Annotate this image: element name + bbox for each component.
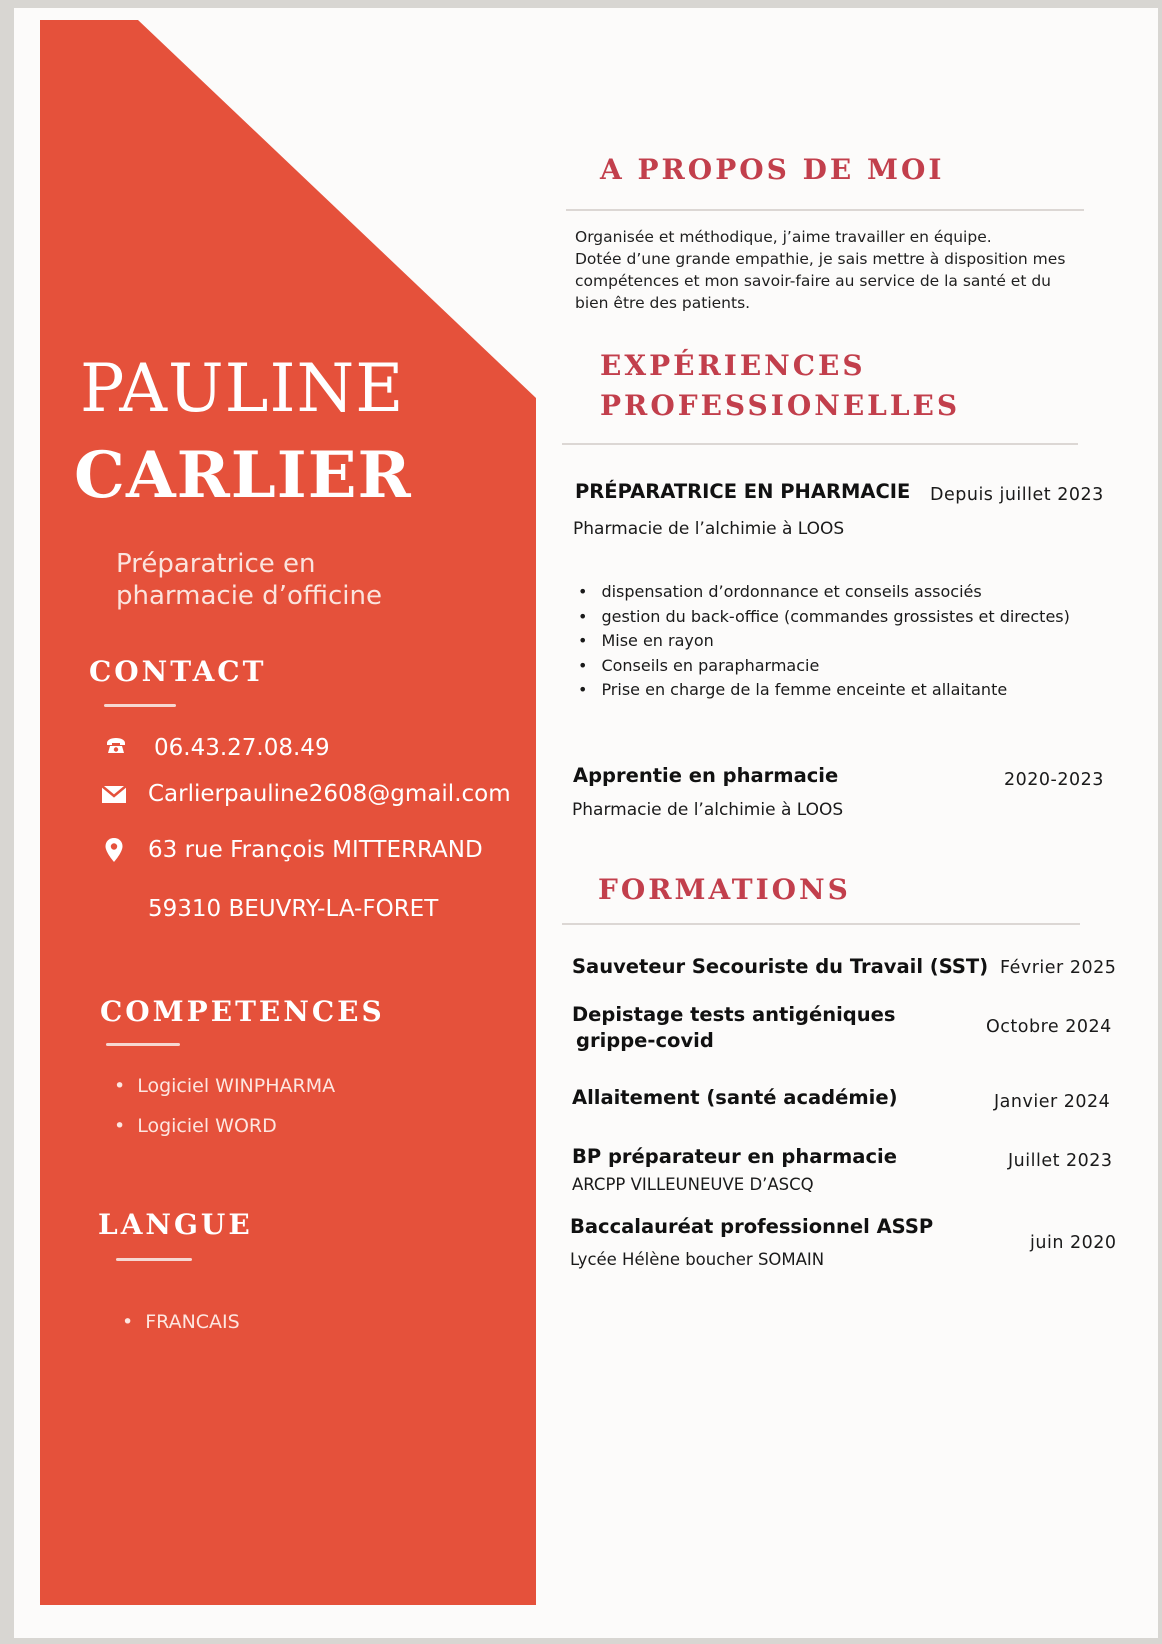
formation-school: Lycée Hélène boucher SOMAIN <box>570 1250 825 1269</box>
job-task: • Prise en charge de la femme enceinte et allaitante <box>578 678 1070 703</box>
formations-divider <box>562 923 1080 925</box>
phone-number[interactable]: 06.43.27.08.49 <box>154 734 330 761</box>
contact-heading: CONTACT <box>89 655 267 688</box>
formation-date: Février 2025 <box>1000 958 1117 978</box>
about-line: Organisée et méthodique, j’aime travailler en équipe. <box>575 228 992 246</box>
address-line1: 63 rue François MITTERRAND <box>148 836 483 863</box>
formation-title: Sauveteur Secouriste du Travail (SST) <box>572 955 989 978</box>
job-task: • Mise en rayon <box>578 629 1070 654</box>
formations-heading: FORMATIONS <box>598 873 851 906</box>
job-task: • dispensation d’ordonnance et conseils associés <box>578 580 1070 605</box>
experiences-divider <box>562 443 1078 445</box>
job-tasks-list <box>578 580 1070 703</box>
location-pin-icon <box>100 836 128 864</box>
job-role-line1: Préparatrice en <box>116 549 316 579</box>
about-heading: A PROPOS DE MOI <box>600 153 945 186</box>
address-line2: 59310 BEUVRY-LA-FORET <box>148 896 439 922</box>
formation-title-line2: grippe-covid <box>576 1029 714 1052</box>
about-line: Dotée d’une grande empathie, je sais mettre à disposition mes <box>575 250 1066 268</box>
first-name: PAULINE <box>80 350 405 427</box>
formation-date: juin 2020 <box>1030 1233 1117 1253</box>
email-address[interactable]: Carlierpauline2608@gmail.com <box>148 780 511 807</box>
job-title: PRÉPARATRICE EN PHARMACIE <box>575 480 911 503</box>
job-title: Apprentie en pharmacie <box>573 764 839 787</box>
about-text <box>575 226 1115 314</box>
job-role-line2: pharmacie d’officine <box>116 581 382 611</box>
about-line: bien être des patients. <box>575 294 751 312</box>
competences-heading: COMPETENCES <box>100 995 385 1028</box>
experiences-heading <box>600 346 960 426</box>
formation-date: Juillet 2023 <box>1008 1151 1113 1171</box>
job-place: Pharmacie de l’alchimie à LOOS <box>572 800 844 820</box>
competences-divider <box>106 1043 180 1046</box>
job-place: Pharmacie de l’alchimie à LOOS <box>573 519 845 539</box>
email-row <box>100 780 511 808</box>
experiences-heading-line1: EXPÉRIENCES <box>600 349 866 382</box>
formation-school: ARCPP VILLEUNEUVE D’ASCQ <box>572 1175 814 1194</box>
job-date: Depuis juillet 2023 <box>930 485 1104 505</box>
job-task: • Conseils en parapharmacie <box>578 654 1070 679</box>
mail-icon <box>100 780 128 808</box>
phone-icon <box>104 734 132 762</box>
contact-divider <box>104 704 176 707</box>
job-role <box>116 548 496 612</box>
langue-heading: LANGUE <box>98 1208 253 1241</box>
formation-title: Allaitement (santé académie) <box>572 1086 898 1109</box>
about-divider <box>566 209 1084 211</box>
job-date: 2020-2023 <box>1004 770 1104 790</box>
phone-row <box>104 734 330 762</box>
competence-item: • Logiciel WORD <box>114 1117 277 1136</box>
about-line: compétences et mon savoir-faire au service de la santé et du <box>575 272 1051 290</box>
formation-date: Janvier 2024 <box>994 1092 1111 1112</box>
formation-title-line1: Depistage tests antigéniques <box>572 1003 896 1026</box>
formation-date: Octobre 2024 <box>986 1017 1112 1037</box>
langue-item: • FRANCAIS <box>122 1313 240 1332</box>
formation-title: Baccalauréat professionnel ASSP <box>570 1215 934 1238</box>
experiences-heading-line2: PROFESSIONELLES <box>600 389 961 422</box>
formation-title <box>572 1002 895 1054</box>
formation-title: BP préparateur en pharmacie <box>572 1145 897 1168</box>
job-task: • gestion du back-office (commandes grossistes et directes) <box>578 605 1070 630</box>
last-name: CARLIER <box>74 438 412 513</box>
address-row <box>100 836 483 864</box>
langue-divider <box>116 1258 192 1261</box>
competence-item: • Logiciel WINPHARMA <box>114 1077 335 1096</box>
